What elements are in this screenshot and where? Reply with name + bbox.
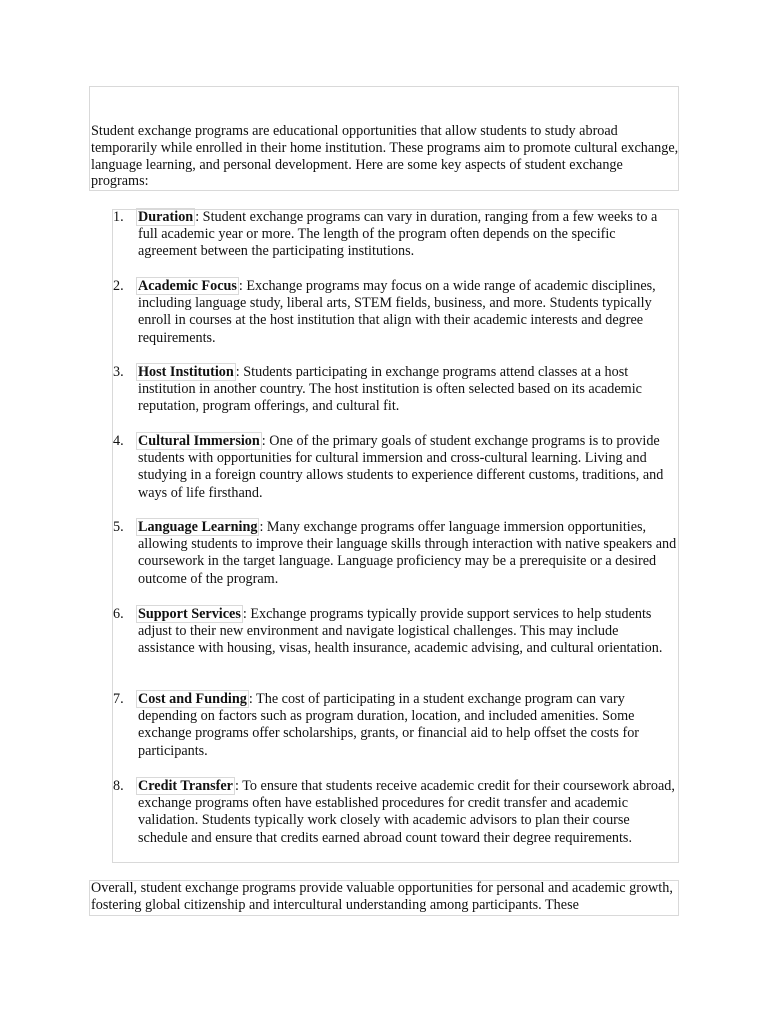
list-item-number: 4.	[113, 433, 124, 449]
list-item-term: Host Institution	[138, 364, 234, 380]
list-item-description: : Student exchange programs can vary in duration, ranging from a few weeks to a full academic year or more. The length of the program often depends on the specific agreement between the participating institutions.	[138, 209, 658, 260]
outro-paragraph: Overall, student exchange programs provide valuable opportunities for personal and academic growth, fostering global citizenship and intercultural understanding among participants. These	[91, 880, 673, 913]
list-item-description: : Exchange programs typically provide support services to help students adjust to their new environment and navigate logistical challenges. This may include assistance with housing, visas, health insurance, academic advising, and cultural orientation.	[138, 606, 663, 657]
list-item-term: Language Learning	[138, 519, 258, 535]
list-item-number: 1.	[113, 209, 124, 225]
list-item-text	[138, 778, 678, 847]
list-item-text	[138, 606, 678, 658]
list-item-description: : Students participating in exchange programs attend classes at a host institution in another country. The host institution is often selected based on its academic reputation, program offerings, and cultural fit.	[138, 364, 642, 415]
list-item-term: Cultural Immersion	[138, 433, 260, 449]
list-item-description: : To ensure that students receive academic credit for their coursework abroad, exchange programs often have established procedures for credit transfer and academic validation. Students typically work closely with academic advisors to plan their course schedule and ensure that credits earned abroad count toward their degree requirements.	[138, 778, 675, 846]
list-item-number: 3.	[113, 364, 124, 380]
list-item-text	[138, 519, 678, 588]
list-item-text	[138, 691, 678, 760]
list-item-text	[138, 433, 678, 502]
intro-paragraph: Student exchange programs are educational opportunities that allow students to study abroad temporarily while enrolled in their home institution. These programs aim to promote cultural exchange, language learning, and personal development. Here are some key aspects of student exchange programs:	[91, 123, 679, 190]
list-item-term: Credit Transfer	[138, 778, 233, 794]
list-item-number: 7.	[113, 691, 124, 707]
list-item-number: 2.	[113, 278, 124, 294]
list-item-number: 6.	[113, 606, 124, 622]
list-item-term: Duration	[138, 209, 194, 225]
list-item-text	[138, 278, 678, 347]
list-item-term: Support Services	[138, 606, 241, 622]
list-item-description: : Exchange programs may focus on a wide range of academic disciplines, including language study, liberal arts, STEM fields, business, and more. Students typically enroll in courses at the host institution that align with their academic interests and degree requirements.	[138, 278, 656, 346]
list-item-term: Academic Focus	[138, 278, 237, 294]
list-item-number: 5.	[113, 519, 124, 535]
list-item-description: : One of the primary goals of student exchange programs is to provide students with opportunities for cultural immersion and cross-cultural learning. Living and studying in a foreign country allows students to experience different customs, traditions, and ways of life firsthand.	[138, 433, 664, 501]
list-item-description: : The cost of participating in a student exchange program can vary depending on factors such as program duration, location, and included amenities. Some exchange programs offer scholarships, grants, or financial aid to help offset the costs for participants.	[138, 691, 640, 759]
list-item-text	[138, 209, 678, 261]
list-item-term: Cost and Funding	[138, 691, 247, 707]
list-item-number: 8.	[113, 778, 124, 794]
list-item-description: : Many exchange programs offer language immersion opportunities, allowing students to improve their language skills through interaction with native speakers and coursework in the target language. Language proficiency may be a prerequisite or a desired outcome of the program.	[138, 519, 677, 587]
list-item-text	[138, 364, 678, 416]
